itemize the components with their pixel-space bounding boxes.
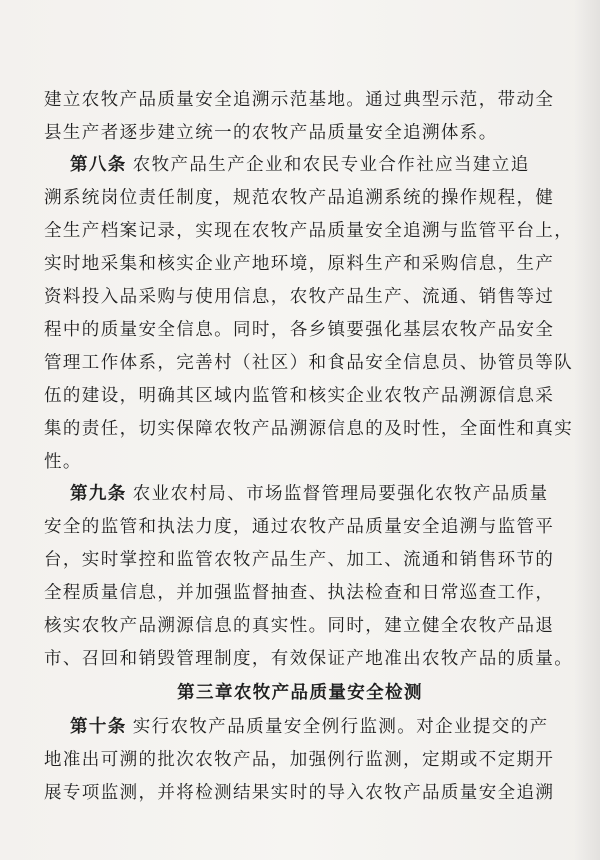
text-line: 管理工作体系，完善村（社区）和食品安全信息员、协管员等队 <box>44 353 574 373</box>
text-line: 地准出可溯的批次农牧产品，加强例行监测，定期或不定期开 <box>44 750 555 770</box>
page-edge-shadow <box>574 0 600 860</box>
text-line: 性。 <box>44 452 82 472</box>
article-9-first-line <box>70 477 556 511</box>
article-9-text: 农业农村局、市场监督管理局要强化农牧产品质量 <box>132 484 549 504</box>
text-line: 溯系统岗位责任制度，规范农牧产品追溯系统的操作规程，健 <box>44 188 555 208</box>
article-10-text: 实行农牧产品质量安全例行监测。对企业提交的产 <box>132 717 549 737</box>
text-line: 资料投入品采购与使用信息，农牧产品生产、流通、销售等过 <box>44 287 555 307</box>
article-9-label: 第九条 <box>70 484 127 504</box>
article-8-label: 第八条 <box>70 155 127 175</box>
article-8-text: 农牧产品生产企业和农民专业合作社应当建立追 <box>132 155 530 175</box>
text-line: 核实农牧产品溯源信息的真实性。同时，建立健全农牧产品退 <box>44 616 555 636</box>
chapter-heading: 第三章农牧产品质量安全检测 <box>177 683 423 703</box>
text-line: 程中的质量安全信息。同时，各乡镇要强化基层农牧产品安全 <box>44 320 555 340</box>
article-10-label: 第十条 <box>70 717 127 737</box>
text-line: 展专项监测，并将检测结果实时的导入农牧产品质量安全追溯 <box>44 783 555 803</box>
text-line: 集的责任，切实保障农牧产品溯源信息的及时性，全面性和真实 <box>44 419 574 439</box>
text-line: 伍的建设，明确其区域内监管和核实企业农牧产品溯源信息采 <box>44 386 555 406</box>
article-8-first-line <box>70 148 556 182</box>
text-line: 县生产者逐步建立统一的农牧产品质量安全追溯体系。 <box>44 123 498 143</box>
text-line: 安全的监管和执法力度，通过农牧产品质量安全追溯与监管平 <box>44 517 555 537</box>
text-line: 实时地采集和核实企业产地环境，原料生产和采购信息，生产 <box>44 254 555 274</box>
text-line: 台，实时掌控和监管农牧产品生产、加工、流通和销售环节的 <box>44 550 555 570</box>
text-line: 全程质量信息，并加强监督抽查、执法检查和日常巡查工作， <box>44 583 555 603</box>
text-line: 建立农牧产品质量安全追溯示范基地。通过典型示范，带动全 <box>44 90 555 110</box>
text-line: 市、召回和销毁管理制度，有效保证产地准出农牧产品的质量。 <box>44 649 574 669</box>
text-line: 全生产档案记录，实现在农牧产品质量安全追溯与监管平台上， <box>44 221 574 241</box>
article-10-first-line <box>70 710 556 744</box>
